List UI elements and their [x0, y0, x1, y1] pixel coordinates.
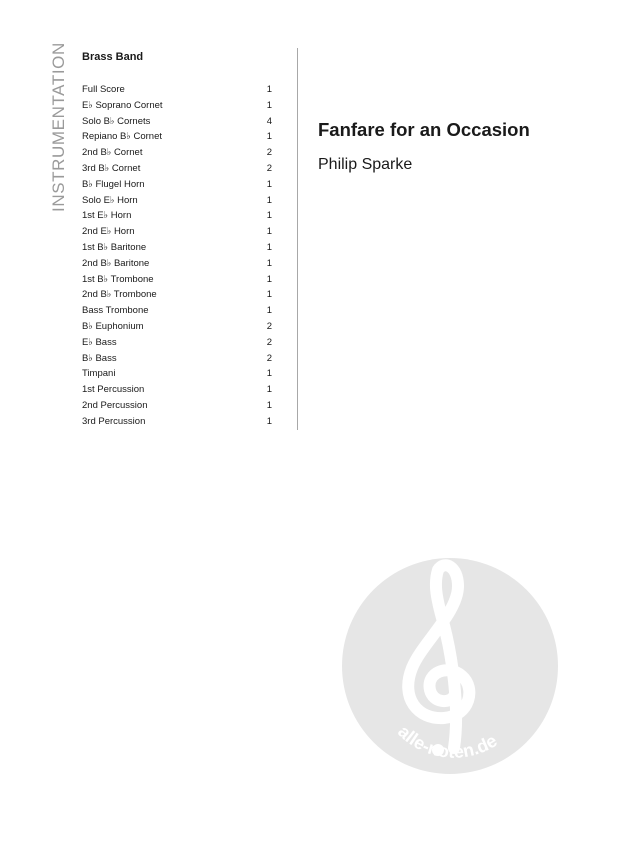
instrument-row	[82, 224, 272, 240]
instrument-name: Bass Trombone	[82, 305, 149, 317]
instrument-count: 1	[266, 226, 272, 238]
instrument-name: Solo B♭ Cornets	[82, 115, 151, 127]
instrument-count: 1	[266, 84, 272, 95]
instrument-count: 1	[266, 178, 272, 190]
instrument-row	[82, 366, 272, 382]
work-title: Fanfare for an Occasion	[318, 119, 530, 140]
instrument-name: E♭ Soprano Cornet	[82, 99, 163, 111]
instrument-name: 1st E♭ Horn	[82, 210, 132, 222]
instrument-count: 1	[266, 368, 272, 380]
instrument-row	[82, 319, 272, 335]
instrumentation-list	[82, 50, 272, 430]
instrument-name: E♭ Bass	[82, 336, 117, 348]
instrument-count: 1	[266, 399, 272, 411]
instrument-name: 2nd B♭ Trombone	[82, 289, 157, 301]
instrument-name: 1st Percussion	[82, 384, 145, 396]
instrument-row	[82, 335, 272, 351]
band-heading: Brass Band	[82, 51, 144, 63]
instrument-name: 2nd E♭ Horn	[82, 226, 135, 238]
instrument-count: 1	[266, 415, 272, 427]
instrument-count: 1	[266, 273, 272, 285]
instrument-row	[82, 382, 272, 398]
instrument-count: 1	[266, 384, 272, 396]
instrument-name: 2nd B♭ Cornet	[82, 147, 143, 159]
instrument-name: 1st B♭ Trombone	[82, 273, 154, 285]
instrument-row	[82, 82, 272, 98]
instrument-row	[82, 256, 272, 272]
instrument-name: Timpani	[82, 368, 116, 380]
instrument-row	[82, 177, 272, 193]
instrument-count: 1	[266, 210, 272, 222]
watermark-logo	[342, 558, 558, 774]
instrument-count: 1	[266, 241, 272, 253]
instrument-count: 1	[266, 289, 272, 301]
instrument-row	[82, 193, 272, 209]
instrument-name: B♭ Flugel Horn	[82, 178, 145, 190]
instrument-name: 2nd B♭ Baritone	[82, 257, 150, 269]
instrument-name: B♭ Euphonium	[82, 320, 144, 332]
instrument-row	[82, 287, 272, 303]
instrument-name: Repiano B♭ Cornet	[82, 131, 162, 143]
instrument-count: 1	[266, 257, 272, 269]
composer-name: Philip Sparke	[318, 156, 413, 173]
instrumentation-sidebar-label: INSTRUMENTATION	[49, 42, 68, 212]
instrument-row	[82, 414, 272, 430]
instrument-row	[82, 98, 272, 114]
instrument-name: Solo E♭ Horn	[82, 194, 138, 206]
instrument-row	[82, 161, 272, 177]
instrument-row	[82, 208, 272, 224]
instrument-count: 2	[266, 336, 272, 348]
instrument-count: 4	[266, 115, 272, 127]
instrument-count: 1	[266, 305, 272, 317]
instrument-name: 3rd B♭ Cornet	[82, 162, 141, 174]
instrument-name: B♭ Bass	[82, 352, 117, 364]
instrument-row	[82, 240, 272, 256]
instrument-row	[82, 398, 272, 414]
instrument-rows	[82, 82, 272, 430]
instrument-count: 1	[266, 99, 272, 111]
instrument-row	[82, 129, 272, 145]
instrument-count: 2	[266, 147, 272, 159]
instrument-name: 3rd Percussion	[82, 415, 146, 427]
instrument-count: 1	[266, 194, 272, 206]
instrument-name: 2nd Percussion	[82, 399, 148, 411]
instrument-row	[82, 351, 272, 367]
instrument-count: 2	[266, 320, 272, 332]
instrument-row	[82, 272, 272, 288]
instrument-row	[82, 303, 272, 319]
instrument-name: 1st B♭ Baritone	[82, 241, 147, 253]
instrument-name: Full Score	[82, 84, 125, 95]
instrument-row	[82, 114, 272, 130]
vertical-divider	[297, 48, 298, 430]
watermark-text: alle-noten.de	[394, 721, 501, 762]
instrument-count: 2	[266, 352, 272, 364]
instrument-count: 1	[266, 131, 272, 143]
instrument-count: 2	[266, 162, 272, 174]
instrument-row	[82, 145, 272, 161]
